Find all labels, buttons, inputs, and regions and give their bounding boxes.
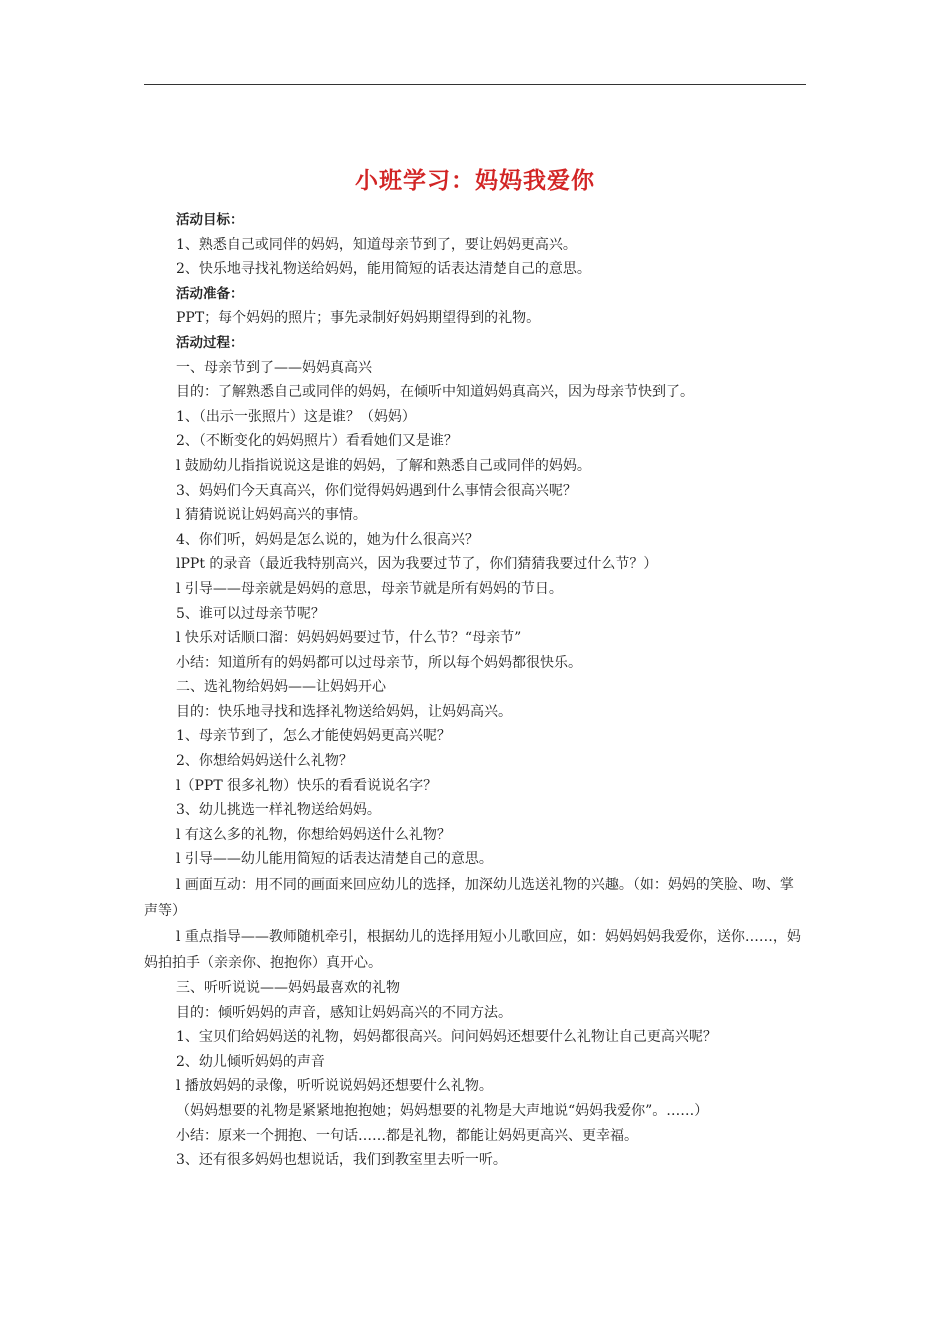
paragraph: l 画面互动：用不同的画面来回应幼儿的选择，加深幼儿选送礼物的兴趣。（如：妈妈的笑脸、吻、掌声等） <box>144 877 794 920</box>
text-line: 一、母亲节到了——妈妈真高兴 <box>176 359 372 376</box>
page-title: 小班学习：妈妈我爱你 <box>355 167 595 194</box>
text-line: 2、幼儿倾听妈妈的声音 <box>176 1053 325 1070</box>
text-line: l（PPT 很多礼物）快乐的看看说说名字？ <box>176 777 438 794</box>
text-line: 5、谁可以过母亲节呢？ <box>176 605 325 622</box>
text-line: l 有这么多的礼物，你想给妈妈送什么礼物？ <box>176 826 451 843</box>
text-line: （妈妈想要的礼物是紧紧地抱抱她；妈妈想要的礼物是大声地说“妈妈我爱你”。……） <box>176 1103 709 1119</box>
text-line: 目的：快乐地寻找和选择礼物送给妈妈，让妈妈高兴。 <box>176 703 512 720</box>
text-line: 1、母亲节到了，怎么才能使妈妈更高兴呢？ <box>176 728 451 745</box>
document-body <box>144 164 806 1173</box>
lines-section-1 <box>144 208 806 872</box>
text-line: PPT；每个妈妈的照片；事先录制好妈妈期望得到的礼物。 <box>176 310 541 327</box>
text-line: 1、宝贝们给妈妈送的礼物，妈妈都很高兴。问问妈妈还想要什么礼物让自己更高兴呢？ <box>176 1029 717 1046</box>
lines-section-2 <box>144 976 806 1173</box>
header-rule <box>144 84 806 85</box>
text-line: l 鼓励幼儿指指说说这是谁的妈妈，了解和熟悉自己或同伴的妈妈。 <box>176 457 591 474</box>
text-line: 3、还有很多妈妈也想说话，我们到教室里去听一听。 <box>176 1152 507 1169</box>
text-line: 2、（不断变化的妈妈照片）看看她们又是谁？ <box>176 433 458 450</box>
text-line: 目的：倾听妈妈的声音，感知让妈妈高兴的不同方法。 <box>176 1004 512 1021</box>
section-heading: 活动目标： <box>176 212 244 228</box>
text-line: 三、听听说说——妈妈最喜欢的礼物 <box>176 980 400 997</box>
text-line: 3、幼儿挑选一样礼物送给妈妈。 <box>176 802 381 819</box>
text-line: 2、你想给妈妈送什么礼物？ <box>176 753 353 770</box>
text-line: 小结：原来一个拥抱、一句话……都是礼物，都能让妈妈更高兴、更幸福。 <box>176 1127 638 1144</box>
paragraph: l 重点指导——教师随机牵引，根据幼儿的选择用短小儿歌回应，如：妈妈妈妈我爱你，送你……，妈妈拍拍手（亲亲你、抱抱你）真开心。 <box>144 929 801 972</box>
text-line: 目的：了解熟悉自己或同伴的妈妈，在倾听中知道妈妈真高兴，因为母亲节快到了。 <box>176 384 694 401</box>
text-line: l 猜猜说说让妈妈高兴的事情。 <box>176 507 367 524</box>
text-line: 2、快乐地寻找礼物送给妈妈，能用简短的话表达清楚自己的意思。 <box>176 261 591 278</box>
text-line: l 引导——母亲就是妈妈的意思，母亲节就是所有妈妈的节日。 <box>176 580 563 597</box>
text-line: 小结：知道所有的妈妈都可以过母亲节，所以每个妈妈都很快乐。 <box>176 654 582 671</box>
section-heading: 活动过程： <box>176 334 244 351</box>
text-line: 4、你们听，妈妈是怎么说的，她为什么很高兴？ <box>176 531 479 548</box>
text-line: 1、（出示一张照片）这是谁？（妈妈） <box>176 408 416 425</box>
text-line: l 引导——幼儿能用简短的话表达清楚自己的意思。 <box>176 851 493 868</box>
paragraph-section <box>144 872 806 976</box>
text-line: lPPt 的录音（最近我特别高兴，因为我要过节了，你们猜猜我要过什么节？） <box>176 556 658 573</box>
section-heading: 活动准备： <box>176 285 244 302</box>
text-line: l 播放妈妈的录像，听听说说妈妈还想要什么礼物。 <box>176 1078 493 1095</box>
text-line: 1、熟悉自己或同伴的妈妈，知道母亲节到了，要让妈妈更高兴。 <box>176 236 577 253</box>
text-line: 二、选礼物给妈妈——让妈妈开心 <box>176 679 386 696</box>
text-line: l 快乐对话顺口溜：妈妈妈妈要过节，什么节？“母亲节” <box>176 630 522 647</box>
text-line: 3、妈妈们今天真高兴，你们觉得妈妈遇到什么事情会很高兴呢？ <box>176 482 577 499</box>
